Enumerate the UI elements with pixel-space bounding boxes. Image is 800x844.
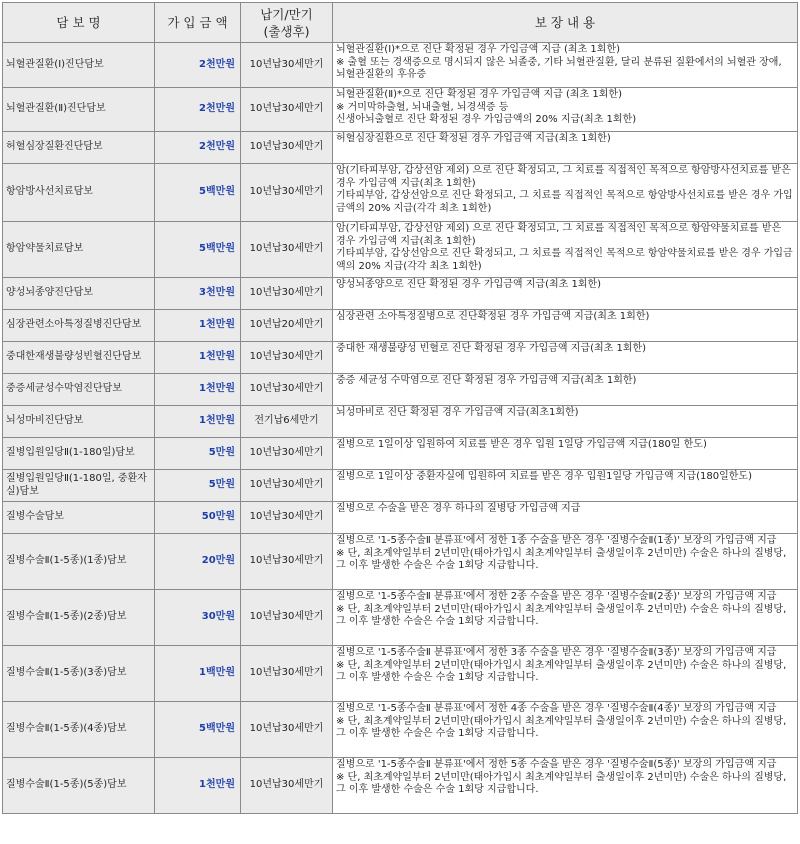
amount-cell: 5백만원: [155, 702, 241, 758]
coverage-name-cell: 질병수술Ⅱ(1-5종)(1종)담보: [3, 534, 155, 590]
table-row: [3, 132, 798, 164]
coverage-details-cell: 뇌혈관질환(Ⅰ)*으로 진단 확정된 경우 가입금액 지급 (최초 1회한) ※ 출혈 또는 경색증으로 명시되지 않은 뇌졸중, 기타 뇌혈관질환, 달리 분류된 질환에서의 뇌혈관 장애, 뇌혈관질환의 후유증: [333, 43, 798, 88]
coverage-details-cell: 허혈심장질환으로 진단 확정된 경우 가입금액 지급(최초 1회한): [333, 132, 798, 164]
coverage-name-cell: 중대한재생불량성빈혈진단담보: [3, 342, 155, 374]
term-cell: 10년납30세만기: [241, 342, 333, 374]
coverage-name-cell: 질병수술Ⅱ(1-5종)(5종)담보: [3, 758, 155, 814]
header-coverage-name: 담 보 명: [3, 3, 155, 43]
table-row: [3, 406, 798, 438]
coverage-details-cell: 중증 세균성 수막염으로 진단 확정된 경우 가입금액 지급(최초 1회한): [333, 374, 798, 406]
coverage-name-cell: 질병수술Ⅱ(1-5종)(4종)담보: [3, 702, 155, 758]
coverage-name-cell: 질병입원일당Ⅱ(1-180일)담보: [3, 438, 155, 470]
amount-cell: 1천만원: [155, 374, 241, 406]
coverage-details-cell: 질병으로 '1-5종수술Ⅱ 분류표'에서 정한 3종 수술을 받은 경우 '질병수술Ⅱ(3종)' 보장의 가입금액 지급 ※ 단, 최초계약일부터 2년미만(태아가입시 최초계약일부터 출생일이후 2년미만) 수술은 하나의 질병당, 그 이후 발생한 수술은 수술 1회당 지급합니다.: [333, 646, 798, 702]
term-cell: 10년납30세만기: [241, 702, 333, 758]
amount-cell: 20만원: [155, 534, 241, 590]
term-cell: 10년납30세만기: [241, 534, 333, 590]
term-cell: 10년납30세만기: [241, 646, 333, 702]
table-row: [3, 470, 798, 502]
table-body: [3, 43, 798, 814]
table-row: [3, 278, 798, 310]
term-cell: 10년납30세만기: [241, 374, 333, 406]
term-cell: 10년납30세만기: [241, 278, 333, 310]
amount-cell: 1천만원: [155, 758, 241, 814]
coverage-details-cell: 심장관련 소아특정질병으로 진단확정된 경우 가입금액 지급(최초 1회한): [333, 310, 798, 342]
coverage-details-cell: 중대한 재생불량성 빈혈로 진단 확정된 경우 가입금액 지급(최초 1회한): [333, 342, 798, 374]
table-row: [3, 342, 798, 374]
coverage-table-container: [2, 2, 797, 814]
coverage-name-cell: 뇌성마비진단담보: [3, 406, 155, 438]
table-row: [3, 438, 798, 470]
term-cell: 10년납30세만기: [241, 164, 333, 222]
amount-cell: 2천만원: [155, 132, 241, 164]
coverage-details-cell: 뇌성마비로 진단 확정된 경우 가입금액 지급(최초1회한): [333, 406, 798, 438]
amount-cell: 1천만원: [155, 342, 241, 374]
coverage-details-cell: 질병으로 '1-5종수술Ⅱ 분류표'에서 정한 4종 수술을 받은 경우 '질병수술Ⅱ(4종)' 보장의 가입금액 지급 ※ 단, 최초계약일부터 2년미만(태아가입시 최초계약일부터 출생일이후 2년미만) 수술은 하나의 질병당, 그 이후 발생한 수술은 수술 1회당 지급합니다.: [333, 702, 798, 758]
table-header-row: [3, 3, 798, 43]
coverage-name-cell: 항암방사선치료담보: [3, 164, 155, 222]
coverage-details-cell: 질병으로 '1-5종수술Ⅱ 분류표'에서 정한 1종 수술을 받은 경우 '질병수술Ⅱ(1종)' 보장의 가입금액 지급 ※ 단, 최초계약일부터 2년미만(태아가입시 최초계약일부터 출생일이후 2년미만) 수술은 하나의 질병당, 그 이후 발생한 수술은 수술 1회당 지급합니다.: [333, 534, 798, 590]
amount-cell: 1백만원: [155, 646, 241, 702]
coverage-details-cell: 양성뇌종양으로 진단 확정된 경우 가입금액 지급(최초 1회한): [333, 278, 798, 310]
table-row: [3, 758, 798, 814]
term-cell: 10년납30세만기: [241, 43, 333, 88]
table-row: [3, 590, 798, 646]
amount-cell: 5백만원: [155, 222, 241, 278]
coverage-name-cell: 질병수술Ⅱ(1-5종)(3종)담보: [3, 646, 155, 702]
amount-cell: 2천만원: [155, 43, 241, 88]
term-cell: 10년납30세만기: [241, 132, 333, 164]
table-row: [3, 702, 798, 758]
coverage-name-cell: 중증세균성수막염진단담보: [3, 374, 155, 406]
coverage-details-cell: 암(기타피부암, 갑상선암 제외) 으로 진단 확정되고, 그 치료를 직접적인 목적으로 항암약물치료를 받은 경우 가입금액 지급(최초 1회한) 기타피부암, 갑상선암으로 진단 확정되고, 그 치료를 직접적인 목적으로 항암약물치료를 받은 경우 가입금액의 20% 지급(각각 최초 1회한): [333, 222, 798, 278]
term-cell: 10년납30세만기: [241, 590, 333, 646]
term-cell: 10년납30세만기: [241, 438, 333, 470]
coverage-details-cell: 질병으로 '1-5종수술Ⅱ 분류표'에서 정한 2종 수술을 받은 경우 '질병수술Ⅱ(2종)' 보장의 가입금액 지급 ※ 단, 최초계약일부터 2년미만(태아가입시 최초계약일부터 출생일이후 2년미만) 수술은 하나의 질병당, 그 이후 발생한 수술은 수술 1회당 지급합니다.: [333, 590, 798, 646]
coverage-name-cell: 뇌혈관질환(Ⅰ)진단담보: [3, 43, 155, 88]
coverage-name-cell: 질병입원일당Ⅱ(1-180일, 중환자실)담보: [3, 470, 155, 502]
coverage-name-cell: 심장관련소아특정질병진단담보: [3, 310, 155, 342]
table-row: [3, 222, 798, 278]
coverage-details-cell: 암(기타피부암, 갑상선암 제외) 으로 진단 확정되고, 그 치료를 직접적인 목적으로 항암방사선치료를 받은 경우 가입금액 지급(최초 1회한) 기타피부암, 갑상선암으로 진단 확정되고, 그 치료를 직접적인 목적으로 항암방사선치료를 받은 경우 가입금액의 20% 지급(각각 최초 1회한): [333, 164, 798, 222]
table-row: [3, 43, 798, 88]
coverage-details-cell: 질병으로 '1-5종수술Ⅱ 분류표'에서 정한 5종 수술을 받은 경우 '질병수술Ⅱ(5종)' 보장의 가입금액 지급 ※ 단, 최초계약일부터 2년미만(태아가입시 최초계약일부터 출생일이후 2년미만) 수술은 하나의 질병당, 그 이후 발생한 수술은 수술 1회당 지급합니다.: [333, 758, 798, 814]
term-cell: 10년납30세만기: [241, 222, 333, 278]
table-row: [3, 374, 798, 406]
coverage-details-cell: 질병으로 1일이상 입원하여 치료를 받은 경우 입원 1일당 가입금액 지급(180일 한도): [333, 438, 798, 470]
coverage-details-cell: 질병으로 1일이상 중환자실에 입원하여 치료를 받은 경우 입원1일당 가입금액 지급(180일한도): [333, 470, 798, 502]
term-cell: 10년납30세만기: [241, 758, 333, 814]
coverage-name-cell: 항암약물치료담보: [3, 222, 155, 278]
coverage-name-cell: 질병수술Ⅱ(1-5종)(2종)담보: [3, 590, 155, 646]
amount-cell: 1천만원: [155, 406, 241, 438]
amount-cell: 5만원: [155, 470, 241, 502]
coverage-name-cell: 허혈심장질환진단담보: [3, 132, 155, 164]
header-coverage-details: 보 장 내 용: [333, 3, 798, 43]
table-row: [3, 646, 798, 702]
amount-cell: 5만원: [155, 438, 241, 470]
term-cell: 10년납30세만기: [241, 470, 333, 502]
coverage-name-cell: 질병수술담보: [3, 502, 155, 534]
table-row: [3, 164, 798, 222]
coverage-details-cell: 질병으로 수술을 받은 경우 하나의 질병당 가입금액 지급: [333, 502, 798, 534]
table-row: [3, 310, 798, 342]
amount-cell: 3천만원: [155, 278, 241, 310]
table-row: [3, 534, 798, 590]
coverage-name-cell: 뇌혈관질환(Ⅱ)진단담보: [3, 88, 155, 132]
table-row: [3, 502, 798, 534]
amount-cell: 30만원: [155, 590, 241, 646]
header-amount: 가 입 금 액: [155, 3, 241, 43]
term-cell: 10년납30세만기: [241, 88, 333, 132]
amount-cell: 50만원: [155, 502, 241, 534]
coverage-details-cell: 뇌혈관질환(Ⅱ)*으로 진단 확정된 경우 가입금액 지급 (최초 1회한) ※ 거미막하출혈, 뇌내출혈, 뇌경색증 등 신생아뇌출혈로 진단 확정된 경우 가입금액의 20% 지급(최초 1회한): [333, 88, 798, 132]
amount-cell: 1천만원: [155, 310, 241, 342]
amount-cell: 5백만원: [155, 164, 241, 222]
term-cell: 전기납6세만기: [241, 406, 333, 438]
amount-cell: 2천만원: [155, 88, 241, 132]
term-cell: 10년납20세만기: [241, 310, 333, 342]
term-cell: 10년납30세만기: [241, 502, 333, 534]
coverage-name-cell: 양성뇌종양진단담보: [3, 278, 155, 310]
header-term: 납기/만기 (출생후): [241, 3, 333, 43]
coverage-table: [2, 2, 798, 814]
table-row: [3, 88, 798, 132]
